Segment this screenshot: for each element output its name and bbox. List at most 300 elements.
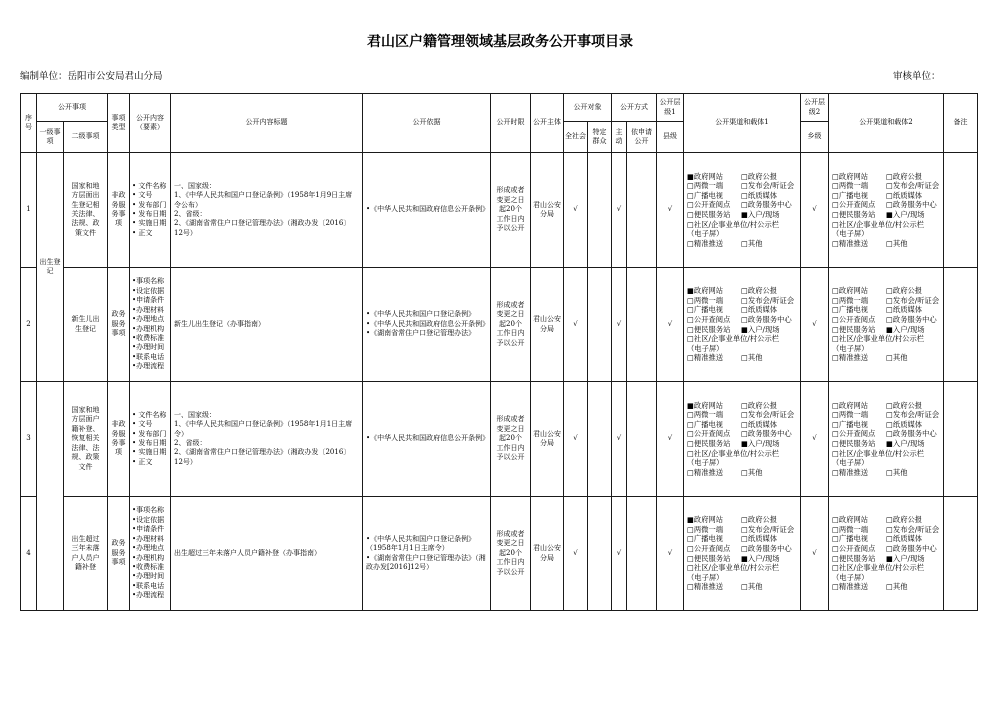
channel-option: □政府公报 — [741, 171, 778, 181]
content-element: •申请条件 — [132, 296, 165, 305]
channel-option: □政务服务中心 — [741, 314, 792, 324]
channel-option: ■入户/现场 — [741, 553, 780, 563]
header-tier1-county: 县级 — [657, 122, 684, 153]
content-element: •办理地点 — [132, 315, 165, 324]
channel-option: （电子屏） — [687, 343, 724, 353]
content-element: •办理流程 — [132, 362, 165, 371]
channel-option: （电子屏） — [687, 458, 724, 468]
channel-option: □两微一端 — [832, 181, 869, 191]
channel-option: □广播电视 — [687, 534, 724, 544]
remarks-cell — [944, 382, 978, 497]
mode-request-cell — [627, 153, 657, 268]
header-mode-request: 依申请公开 — [627, 122, 657, 153]
document-title: 君山区户籍管理领域基层政务公开事项目录 — [367, 34, 633, 50]
channel-option: □广播电视 — [832, 534, 869, 544]
channel-option: □广播电视 — [832, 190, 869, 200]
channel-option: □发布会/听证会 — [741, 524, 795, 534]
channel-option: □政务服务中心 — [886, 543, 937, 553]
channel-option: （电子屏） — [687, 229, 724, 239]
table-row — [21, 497, 978, 611]
channel-line — [687, 554, 800, 564]
content-element: •联系电话 — [132, 581, 165, 590]
header-mode: 公开方式 — [612, 94, 657, 122]
channel-option: □其他 — [741, 582, 763, 592]
channel-option: □公开查阅点 — [687, 314, 731, 324]
channel-line — [832, 401, 943, 411]
channel-option: □政务服务中心 — [741, 429, 792, 439]
content-element: • 发布部门 — [132, 200, 167, 209]
channel-option: □其他 — [741, 238, 763, 248]
channel-option: □两微一端 — [687, 181, 724, 191]
channel-option: □便民服务站 — [832, 210, 876, 219]
content-element: •申请条件 — [132, 525, 165, 534]
channel-line — [687, 229, 800, 239]
channel-option: □社区/企事业单位/村公示栏 — [832, 563, 925, 573]
audience-specific-cell — [588, 382, 612, 497]
time-limit-cell: 形成或者变更之日起20个工作日内予以公开 — [491, 497, 531, 611]
time-limit-cell: 形成或者变更之日起20个工作日内予以公开 — [491, 268, 531, 382]
channel-option: □政府公报 — [741, 515, 778, 525]
channel-option: □精准推送 — [687, 353, 724, 363]
channel-line — [687, 573, 800, 583]
audience-specific-cell — [588, 153, 612, 268]
content-element: •收费标准 — [132, 333, 165, 342]
header-channel1: 公开渠道和载体1 — [684, 94, 801, 153]
content-element: •设定依据 — [132, 286, 165, 295]
remarks-cell — [944, 268, 978, 382]
content-element: • 发布日期 — [132, 439, 167, 447]
header-audience: 公开对象 — [564, 94, 612, 122]
channel-option: □发布会/听证会 — [741, 181, 795, 191]
channel-option: □政务服务中心 — [741, 543, 792, 553]
channel-option: □公开查阅点 — [687, 429, 731, 439]
channel-option: □广播电视 — [687, 419, 724, 429]
channel-option: □政务服务中心 — [886, 200, 937, 210]
header-mode-active: 主动 — [612, 122, 627, 153]
channel-line — [832, 525, 943, 535]
channel-option: □两微一端 — [687, 410, 724, 420]
audience-all-cell: √ — [564, 268, 588, 382]
reviewer-label: 审核单位： — [893, 71, 941, 82]
channel-option: □精准推送 — [687, 467, 724, 477]
channel-option: □两微一端 — [687, 524, 724, 534]
content-title-cell — [171, 153, 363, 268]
channel2-cell — [829, 153, 944, 268]
channel-option: □便民服务站 — [832, 439, 876, 448]
channel-line — [832, 305, 943, 315]
audience-all-cell: √ — [564, 382, 588, 497]
basis-cell — [363, 382, 491, 497]
content-element: • 发布部门 — [132, 429, 167, 438]
channel-option: □公开查阅点 — [832, 543, 876, 553]
channel-line — [832, 315, 943, 325]
channel-option: □便民服务站 — [687, 210, 731, 219]
channel-line — [687, 296, 800, 306]
content-element: • 发布日期 — [132, 210, 167, 218]
channel-option: □发布会/听证会 — [886, 410, 940, 420]
level1-cell — [37, 382, 64, 611]
channel-option: □精准推送 — [832, 467, 869, 477]
channel-line — [832, 191, 943, 201]
channel-line — [832, 534, 943, 544]
channel-line — [832, 544, 943, 554]
channel-line — [687, 582, 800, 592]
channel-option: □发布会/听证会 — [886, 181, 940, 191]
channel-line — [832, 449, 943, 459]
channel-option: □纸质媒体 — [886, 419, 923, 429]
channel-line — [687, 325, 800, 335]
channel-line — [687, 334, 800, 344]
level1-cell: 出生登记 — [37, 153, 64, 382]
tier2-township-cell: √ — [801, 382, 829, 497]
content-element: •办理机构 — [132, 553, 165, 562]
level2-cell: 出生超过三年未落户人员户籍补登 — [64, 497, 108, 611]
content-element: • 实施日期 — [132, 448, 167, 457]
channel-line — [687, 220, 800, 230]
channel-option: ■入户/现场 — [741, 324, 780, 334]
content-element: • 文号 — [132, 191, 153, 200]
content-element: • 正文 — [132, 228, 153, 237]
channel-line — [832, 344, 943, 354]
channel-option: □其他 — [886, 582, 908, 592]
channel-line — [832, 200, 943, 210]
basis-line: •《中华人民共和国政府信息公开条例》 — [366, 319, 490, 328]
header-audience-specific: 特定群众 — [588, 122, 612, 153]
content-elements-cell — [130, 153, 171, 268]
header-seq: 序号 — [21, 94, 37, 153]
header-tier1: 公开层级1 — [657, 94, 684, 122]
content-title-line: 一、国家级： — [174, 410, 216, 419]
content-title-cell — [171, 382, 363, 497]
channel-option: □广播电视 — [832, 305, 869, 315]
channel-line — [832, 334, 943, 344]
level2-cell: 国家和地方层面户籍补登、恢复相关法律、法规、政策文件 — [64, 382, 108, 497]
channel-line — [687, 191, 800, 201]
content-elements-cell — [130, 382, 171, 497]
channel-line — [832, 468, 943, 478]
channel-option: □公开查阅点 — [687, 543, 731, 553]
channel-line — [687, 410, 800, 420]
content-element: • 文件名称 — [132, 181, 167, 190]
channel-option: □政府公报 — [886, 400, 923, 410]
channel-option: □精准推送 — [687, 582, 724, 592]
channel-option: □政府公报 — [741, 400, 778, 410]
channel-option: □两微一端 — [687, 295, 724, 305]
channel-line — [687, 429, 800, 439]
seq-cell: 1 — [21, 153, 37, 268]
channel-option: □纸质媒体 — [886, 305, 923, 315]
basis-line: •《湖南省常住户口登记管理办法》（湘政办发[2016]12号） — [366, 553, 486, 571]
seq-cell: 3 — [21, 382, 37, 497]
channel-line — [687, 315, 800, 325]
channel1-cell — [684, 382, 801, 497]
content-title-line: 1、《中华人民共和国户口登记条例》（1958年1月9日主席令公布） — [174, 191, 353, 209]
basis-line: •《中华人民共和国户口登记条例》 — [366, 310, 476, 319]
content-element: •办理流程 — [132, 591, 165, 600]
channel-line — [832, 353, 943, 363]
channel-line — [687, 468, 800, 478]
header-basis: 公开依据 — [363, 94, 491, 153]
header-time-limit: 公开时限 — [491, 94, 531, 153]
channel-option: （电子屏） — [832, 229, 869, 239]
channel-line — [832, 573, 943, 583]
content-element: •办理材料 — [132, 534, 165, 543]
channel-option: □发布会/听证会 — [741, 410, 795, 420]
channel-line — [832, 410, 943, 420]
channel-option: ■入户/现场 — [741, 439, 780, 448]
channel-option: （电子屏） — [687, 572, 724, 582]
channel-option: □广播电视 — [687, 305, 724, 315]
channel-option: ■政府网站 — [687, 400, 724, 410]
subject-cell: 君山公安分局 — [531, 153, 564, 268]
channel-line — [832, 239, 943, 249]
type-cell: 政务服务事项 — [108, 497, 130, 611]
channel-line — [687, 544, 800, 554]
channel-option: □其他 — [886, 353, 908, 363]
channel-line — [687, 286, 800, 296]
channel-line — [832, 286, 943, 296]
channel-option: □政务服务中心 — [741, 200, 792, 210]
content-element: •办理时间 — [132, 343, 165, 352]
channel-option: □便民服务站 — [687, 439, 731, 448]
channel-line — [687, 200, 800, 210]
channel-option: □政府网站 — [832, 400, 869, 410]
mode-active-cell: √ — [612, 268, 627, 382]
channel-option: □政府公报 — [741, 286, 778, 296]
channel-option: □精准推送 — [832, 238, 869, 248]
channel2-cell — [829, 382, 944, 497]
basis-line: •《湖南省常住户口登记管理办法》 — [366, 329, 476, 338]
basis-cell — [363, 268, 491, 382]
channel-option: □纸质媒体 — [886, 190, 923, 200]
channel-line — [687, 525, 800, 535]
channel-option: □便民服务站 — [687, 324, 731, 334]
content-element: •联系电话 — [132, 352, 165, 361]
channel2-cell — [829, 497, 944, 611]
basis-line: •《中华人民共和国政府信息公开条例》 — [366, 205, 490, 214]
channel-option: □纸质媒体 — [741, 305, 778, 315]
channel2-cell — [829, 268, 944, 382]
content-element: •办理时间 — [132, 572, 165, 581]
time-limit-cell: 形成或者变更之日起20个工作日内予以公开 — [491, 153, 531, 268]
content-title-cell — [171, 497, 363, 611]
channel-option: ■政府网站 — [687, 171, 724, 181]
disclosure-table — [20, 93, 978, 611]
channel-option: □广播电视 — [832, 419, 869, 429]
audience-specific-cell — [588, 497, 612, 611]
channel-option: □纸质媒体 — [741, 534, 778, 544]
channel-option: □其他 — [886, 238, 908, 248]
channel-line — [832, 420, 943, 430]
channel-option: □社区/企事业单位/村公示栏 — [687, 334, 780, 344]
content-title-cell — [171, 268, 363, 382]
channel-option: □精准推送 — [832, 353, 869, 363]
time-limit-cell: 形成或者变更之日起20个工作日内予以公开 — [491, 382, 531, 497]
channel-line — [832, 229, 943, 239]
content-title-line: 2、省级： — [174, 210, 207, 218]
tier1-county-cell: √ — [657, 382, 684, 497]
mode-request-cell — [627, 497, 657, 611]
channel-option: □社区/企事业单位/村公示栏 — [832, 219, 925, 229]
type-cell: 非政务服务事项 — [108, 153, 130, 268]
channel-option: ■政府网站 — [687, 286, 724, 296]
content-element: •事项名称 — [132, 277, 165, 286]
subject-cell: 君山公安分局 — [531, 268, 564, 382]
channel-option: □发布会/听证会 — [886, 295, 940, 305]
channel-option: □公开查阅点 — [832, 429, 876, 439]
channel-line — [832, 181, 943, 191]
channel-option: □公开查阅点 — [687, 200, 731, 210]
channel-option: □两微一端 — [832, 524, 869, 534]
content-elements-cell — [130, 268, 171, 382]
channel-line — [832, 563, 943, 573]
header-channel2: 公开渠道和载体2 — [829, 94, 944, 153]
channel-line — [832, 439, 943, 449]
header-level1: 一级事项 — [37, 122, 64, 153]
channel-line — [687, 458, 800, 468]
channel-option: □政府网站 — [832, 515, 869, 525]
content-element: •办理地点 — [132, 544, 165, 553]
channel-option: □纸质媒体 — [741, 419, 778, 429]
channel-option: ■入户/现场 — [886, 210, 925, 219]
table-row — [21, 382, 978, 497]
type-cell: 政务服务事项 — [108, 268, 130, 382]
tier1-county-cell: √ — [657, 153, 684, 268]
channel-line — [832, 582, 943, 592]
level2-cell: 新生儿出生登记 — [64, 268, 108, 382]
basis-line: •《中华人民共和国政府信息公开条例》 — [366, 434, 490, 443]
channel-line — [832, 429, 943, 439]
content-title-line: 一、国家级： — [174, 181, 216, 190]
channel-line — [687, 515, 800, 525]
channel-option: □公开查阅点 — [832, 314, 876, 324]
header-subject: 公开主体 — [531, 94, 564, 153]
basis-cell — [363, 153, 491, 268]
channel-line — [687, 563, 800, 573]
channel-option: □社区/企事业单位/村公示栏 — [832, 448, 925, 458]
remarks-cell — [944, 153, 978, 268]
content-element: • 文件名称 — [132, 410, 167, 419]
channel-option: □发布会/听证会 — [886, 524, 940, 534]
channel1-cell — [684, 268, 801, 382]
channel-option: □政府网站 — [832, 171, 869, 181]
level2-cell: 国家和地方层面出生登记相关法律、法规、政策文件 — [64, 153, 108, 268]
content-element: •办理机构 — [132, 324, 165, 333]
table-row — [21, 268, 978, 382]
channel-option: □其他 — [741, 467, 763, 477]
content-title-line: 出生超过三年未落户人员户籍补登（办事指南） — [174, 548, 321, 557]
channel-line — [687, 401, 800, 411]
header-tier2: 公开层级2 — [801, 94, 829, 122]
channel1-cell — [684, 153, 801, 268]
content-element: •事项名称 — [132, 506, 165, 515]
channel-line — [687, 420, 800, 430]
content-element: • 正文 — [132, 457, 153, 466]
channel-line — [687, 239, 800, 249]
channel-line — [832, 220, 943, 230]
seq-cell: 4 — [21, 497, 37, 611]
channel-option: □政务服务中心 — [886, 429, 937, 439]
header-audience-all: 全社会 — [564, 122, 588, 153]
header-items: 公开事项 — [37, 94, 108, 122]
content-elements-cell — [130, 497, 171, 611]
channel1-cell — [684, 497, 801, 611]
channel-option: □社区/企事业单位/村公示栏 — [832, 334, 925, 344]
channel-option: □公开查阅点 — [832, 200, 876, 210]
content-element: • 实施日期 — [132, 219, 167, 228]
channel-option: □便民服务站 — [832, 553, 876, 563]
channel-option: □纸质媒体 — [886, 534, 923, 544]
channel-option: □精准推送 — [687, 238, 724, 248]
channel-option: ■入户/现场 — [886, 324, 925, 334]
channel-line — [687, 353, 800, 363]
channel-line — [687, 439, 800, 449]
channel-option: （电子屏） — [832, 572, 869, 582]
mode-active-cell: √ — [612, 153, 627, 268]
mode-active-cell: √ — [612, 497, 627, 611]
channel-line — [832, 325, 943, 335]
channel-option: □广播电视 — [687, 190, 724, 200]
channel-option: □便民服务站 — [687, 553, 731, 563]
header-tier2-township: 乡级 — [801, 122, 829, 153]
subject-cell: 君山公安分局 — [531, 382, 564, 497]
mode-request-cell — [627, 382, 657, 497]
channel-option: □其他 — [886, 467, 908, 477]
tier2-township-cell: √ — [801, 268, 829, 382]
header-type: 事项类型 — [108, 94, 130, 153]
channel-line — [832, 554, 943, 564]
channel-line — [687, 344, 800, 354]
channel-line — [687, 172, 800, 182]
basis-cell — [363, 497, 491, 611]
header-content: 公开内容（要素） — [130, 94, 171, 153]
channel-option: □便民服务站 — [832, 324, 876, 334]
channel-line — [687, 534, 800, 544]
channel-line — [832, 172, 943, 182]
channel-option: □社区/企事业单位/村公示栏 — [687, 219, 780, 229]
tier2-township-cell: √ — [801, 497, 829, 611]
content-title-line: 2、《湖南省常住户口登记管理办法》（湘政办发〔2016〕12号） — [174, 448, 351, 466]
channel-line — [687, 210, 800, 220]
content-title-line: 1、《中华人民共和国户口登记条例》（1958年1月1日主席令） — [174, 420, 353, 438]
subject-cell: 君山公安分局 — [531, 497, 564, 611]
channel-option: （电子屏） — [832, 458, 869, 468]
channel-option: （电子屏） — [832, 343, 869, 353]
header-content-title: 公开内容标题 — [171, 94, 363, 153]
channel-option: ■入户/现场 — [886, 439, 925, 448]
channel-line — [687, 305, 800, 315]
channel-option: ■入户/现场 — [886, 553, 925, 563]
content-element: • 文号 — [132, 420, 153, 429]
basis-line: •《中华人民共和国户口登记条例》（1958年1月1日主席令） — [366, 534, 476, 553]
content-title-line: 2、省级： — [174, 439, 207, 447]
channel-line — [687, 181, 800, 191]
audience-all-cell: √ — [564, 497, 588, 611]
channel-option: □政府公报 — [886, 171, 923, 181]
channel-option: □发布会/听证会 — [741, 295, 795, 305]
channel-option: ■入户/现场 — [741, 210, 780, 219]
channel-option: □政府公报 — [886, 286, 923, 296]
content-title-line: 新生儿出生登记（办事指南） — [174, 319, 265, 328]
channel-line — [687, 449, 800, 459]
compiler-label: 编制单位：岳阳市公安局君山分局 — [20, 71, 163, 82]
channel-line — [832, 210, 943, 220]
mode-active-cell: √ — [612, 382, 627, 497]
content-element: •办理材料 — [132, 305, 165, 314]
audience-all-cell: √ — [564, 153, 588, 268]
channel-option: □政府公报 — [886, 515, 923, 525]
channel-option: □社区/企事业单位/村公示栏 — [687, 448, 780, 458]
